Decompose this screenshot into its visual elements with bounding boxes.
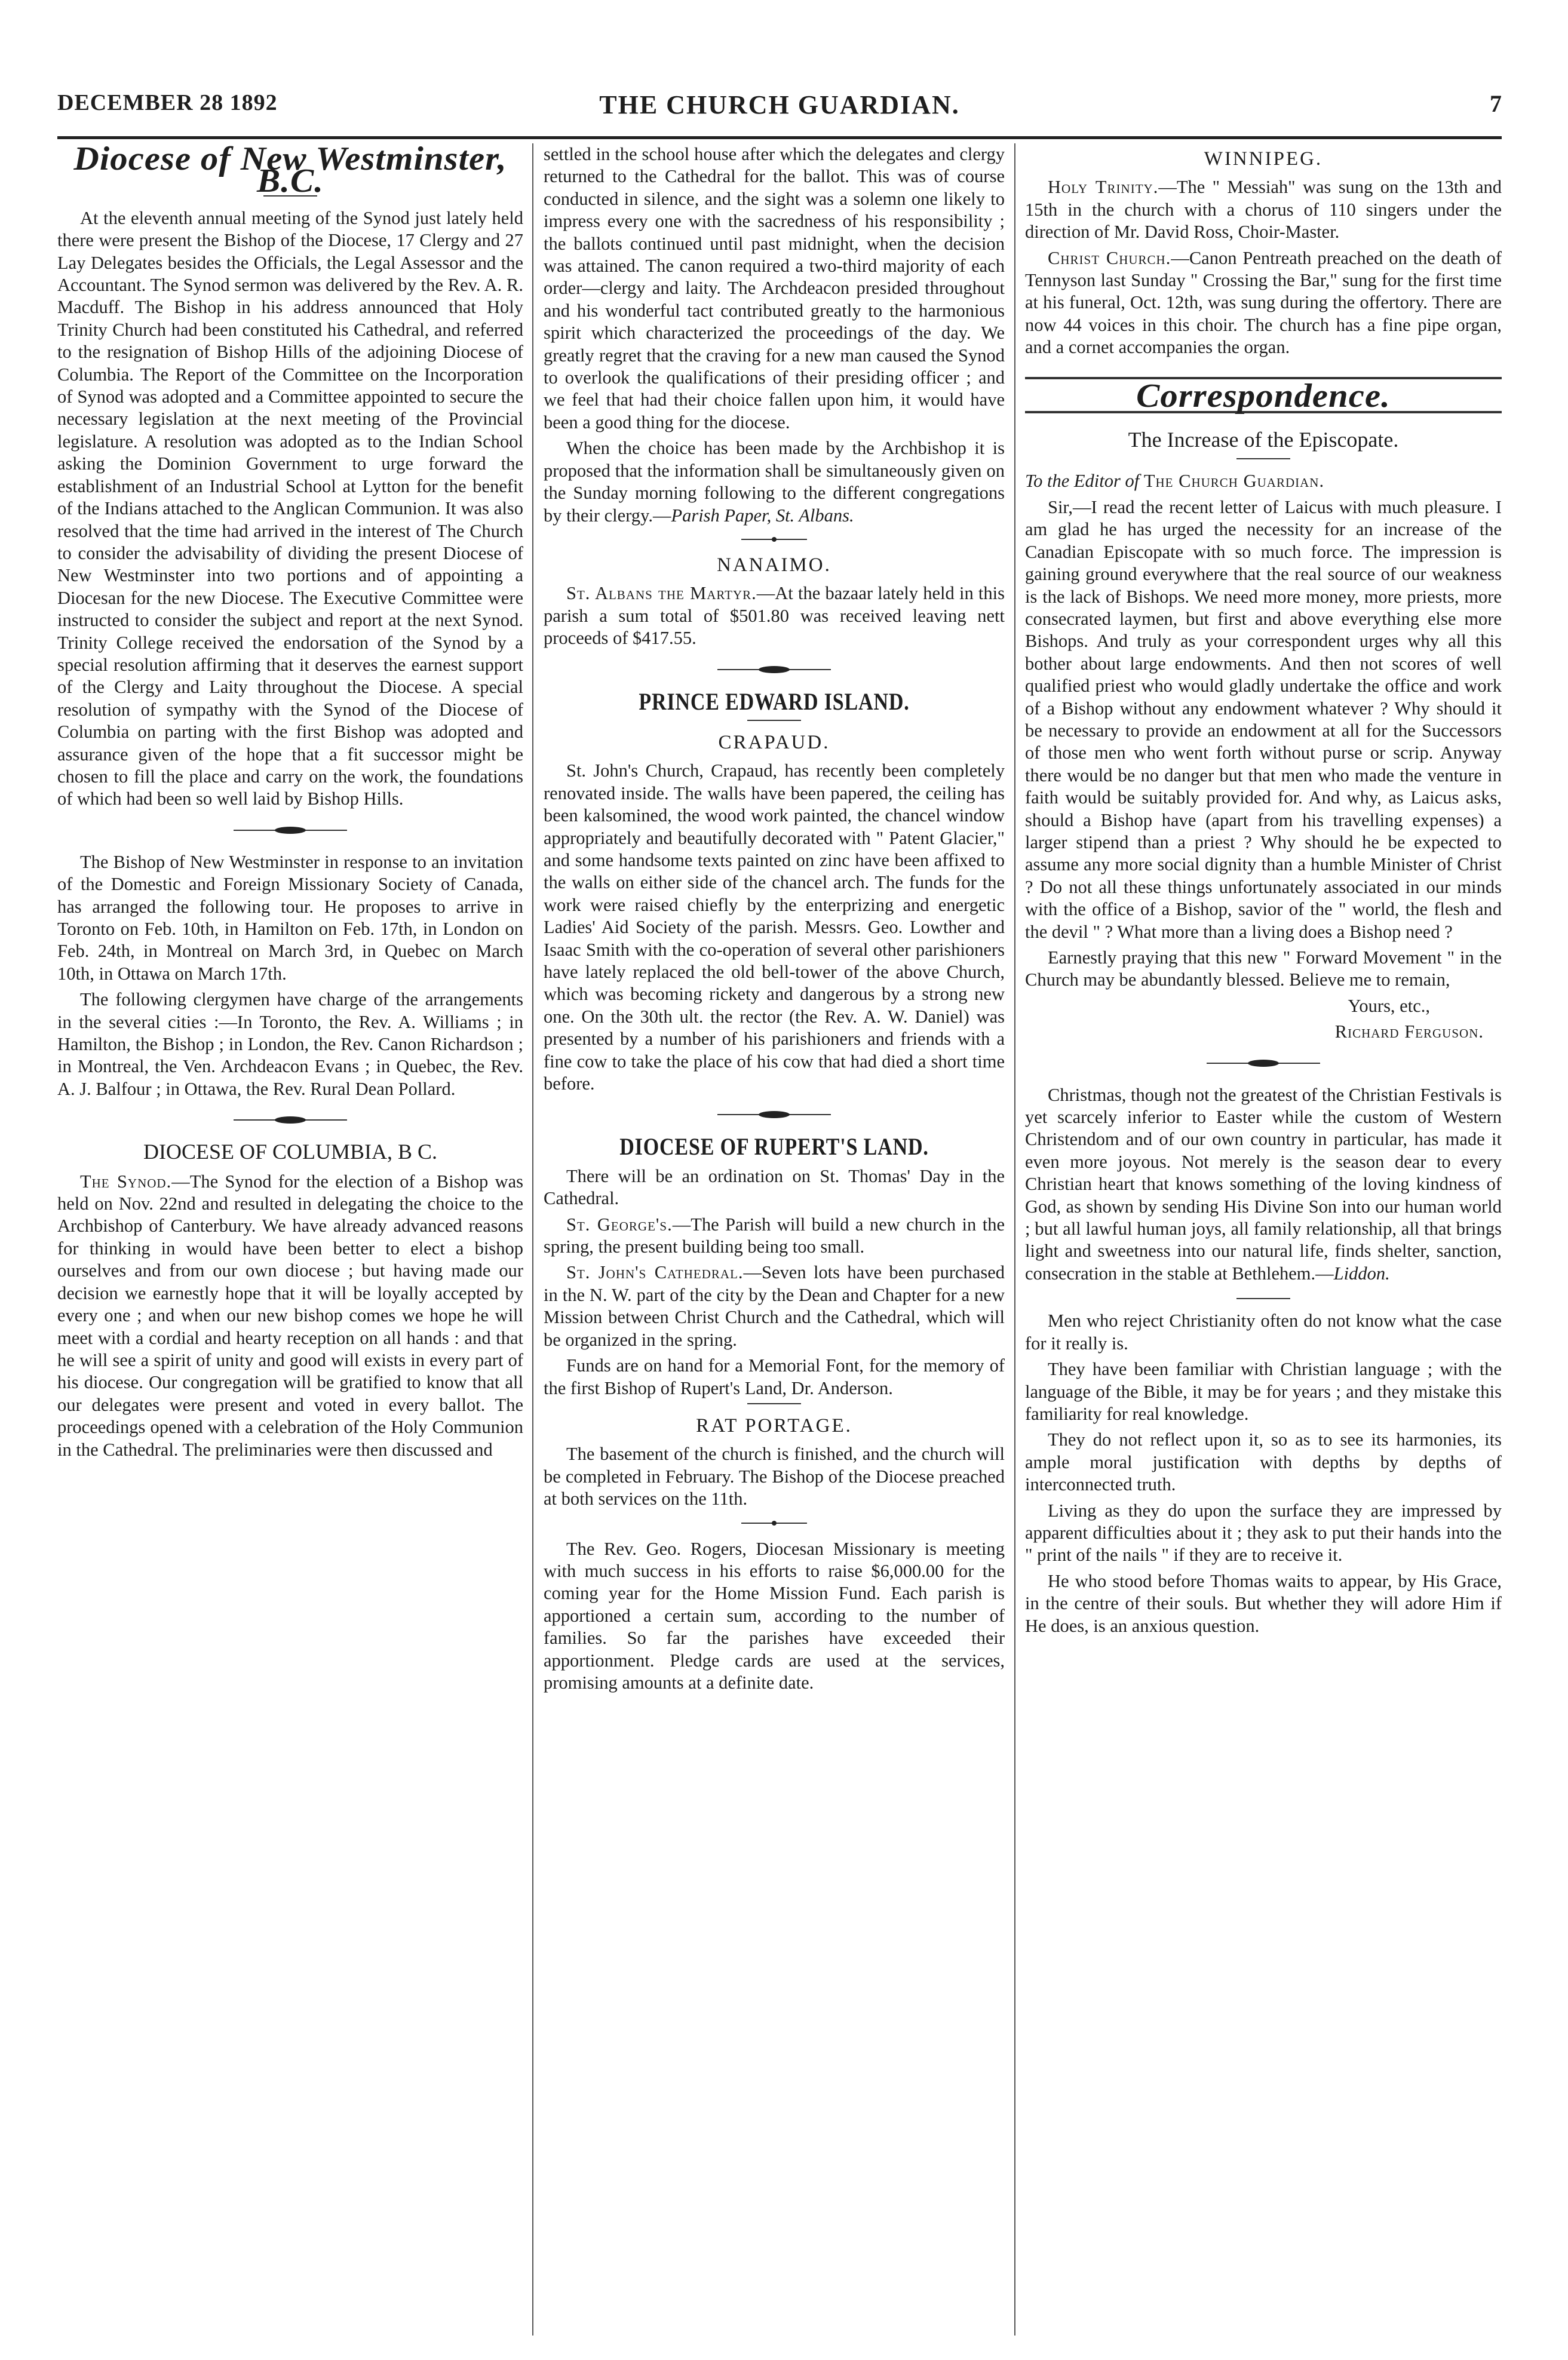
article-paragraph: Men who reject Christianity often do not know what the case for it really is.	[1025, 1311, 1502, 1354]
article-paragraph	[544, 437, 1005, 527]
article-paragraph	[1025, 247, 1502, 359]
letter-paragraph: Earnestly praying that this new " Forward Movement " in the Church may be abundantly blessed. Believe me to remain,	[1025, 947, 1502, 990]
newspaper-title: THE CHURCH GUARDIAN.	[599, 90, 960, 119]
article-paragraph: They do not reflect upon it, so as to see its harmonies, its ample moral justification with depths by depths of interconnected truth.	[1025, 1429, 1502, 1495]
paragraph-text: —Canon Pentreath preached on the death of Tennyson last Sunday " Crossing the Bar," sung for the first time at his funeral, Oct. 12th, was sung during the offertory. There are now 44 voices in this choir. The church has a fine pipe organ, and a cornet accompanies the organ.	[1025, 247, 1502, 358]
article-paragraph: They have been familiar with Christian language ; with the language of the Bible, it may be for years ; and they mistake this familiarity for real knowledge.	[1025, 1359, 1502, 1424]
paragraph-text: When the choice has been made by the Archbishop it is proposed that the information shall be simultaneously given on the Sunday morning following to the different congregations by their clergy.—	[544, 438, 1005, 526]
short-rule	[747, 1403, 801, 1404]
section-heading-new-westminster: Diocese of New Westminster, B.C.	[73, 143, 507, 200]
section-heading-columbia: DIOCESE OF COLUMBIA, B C.	[143, 1140, 438, 1164]
lead-in: St. John's Cathedral.	[566, 1262, 744, 1283]
ornament-divider	[234, 1115, 347, 1125]
ornament-divider	[234, 825, 347, 836]
source-citation: Parish Paper, St. Albans.	[671, 505, 854, 526]
column-divider	[1014, 143, 1015, 2336]
section-heading-winnipeg: WINNIPEG.	[1204, 148, 1323, 170]
article-paragraph	[544, 1214, 1005, 1259]
lead-in: St. George's.	[566, 1214, 673, 1235]
article-paragraph	[57, 1171, 523, 1461]
article-paragraph: Funds are on hand for a Memorial Font, for the memory of the first Bishop of Rupert's Land, Dr. Anderson.	[544, 1355, 1005, 1398]
section-heading-ruperts-land: DIOCESE OF RUPERT'S LAND.	[619, 1133, 929, 1161]
lead-in: St. Albans the Martyr.	[566, 583, 757, 604]
letter-salutation	[1025, 470, 1502, 492]
section-heading-crapaud: CRAPAUD.	[718, 731, 830, 753]
article-paragraph: The following clergymen have charge of the arrangements in the several cities :—In Toronto, the Rev. A. Williams ; in Hamilton, the Bishop ; in London, the Rev. Canon Richardson ; in Montreal, the Ven. Archdeacon Evans ; in Quebec, the Rev. A. J. Balfour ; in Ottawa, the Rev. Rural Dean Pollard.	[57, 989, 523, 1099]
short-rule	[1236, 458, 1290, 459]
ornament-divider	[1207, 1058, 1320, 1069]
lead-in: Christ Church.	[1048, 247, 1171, 268]
section-heading-nanaimo: NANAIMO.	[717, 554, 831, 576]
running-head	[57, 90, 1502, 133]
column-1	[57, 143, 523, 2336]
article-paragraph	[544, 582, 1005, 649]
section-heading-pei: PRINCE EDWARD ISLAND.	[639, 688, 910, 715]
ornament-divider	[741, 535, 807, 544]
article-paragraph: There will be an ordination on St. Thomas' Day in the Cathedral.	[544, 1165, 1005, 1209]
article-paragraph: The Bishop of New Westminster in response to an invitation of the Domestic and Foreign Missionary Society of Canada, has arranged the following tour. He proposes to arrive in Toronto on Feb. 10th, in Hamilton on Feb. 17th, in London on Feb. 24th, in Montreal on March 3rd, in Quebec on March 10th, in Ottawa on March 17th.	[57, 851, 523, 984]
article-paragraph	[1025, 1084, 1502, 1285]
article-paragraph	[544, 1262, 1005, 1351]
column-3	[1025, 143, 1502, 2336]
section-heading-correspondence: Correspondence.	[1136, 377, 1391, 415]
article-paragraph: At the eleventh annual meeting of the Synod just lately held there were present the Bishop of the Diocese, 17 Clergy and 27 Lay Delegates besides the Officials, the Legal Assessor and the Accountant. The Synod sermon was delivered by the Rev. A. R. Macduff. The Bishop in his address announced that Holy Trinity Church had been constituted his Cathedral, and referred to the resignation of Bishop Hills of the adjoining Diocese of Columbia. The Report of the Committee on the Incorporation of Synod was adopted and a Committee appointed to secure the necessary legislation at the next meeting of the Provincial legislature. A resolution was adopted as to the Indian School asking the Dominion Government to urge forward the establishment of an Industrial School at Lytton for the benefit of the Indians attached to the Anglican Communion. It was also resolved that the time had arrived in the interest of The Church to consider the advisability of dividing the present Diocese of New Westminster into two portions and of appointing a Diocesan for the new Diocese. The Executive Committee were instructed to consider the subject and report at the next Synod. Trinity College received the endorsation of the Synod by a special resolution affirming that it deserves the earnest support of the Clergy and Laity throughout the Diocese. A special resolution of sympathy with the Synod of the Diocese of Columbia on parting with the first Bishop was adopted and assurance given of the hope that a fit successor might be chosen to fill the place and carry on the work, the foundations of which had been so well laid by Bishop Hills.	[57, 207, 523, 809]
header-rule	[57, 136, 1502, 139]
letter-title: The Increase of the Episcopate.	[1128, 428, 1399, 452]
salutation-text: To the Editor of	[1025, 471, 1144, 492]
article-paragraph: The Rev. Geo. Rogers, Diocesan Missionary is meeting with much success in his efforts to raise $6,000.00 for the coming year for the Home Mission Fund. Each parish is apportioned a certain sum, according to the number of families. So far the parishes have exceeded their apportionment. Pledge cards are used at the services, promising amounts at a definite date.	[544, 1538, 1005, 1693]
paper-name: The Church Guardian.	[1143, 471, 1325, 492]
article-paragraph: settled in the school house after which the delegates and clergy returned to the Cathedral for the ballot. This was of course conducted in silence, and the sight was a solemn one likely to impress every one with the sacredness of his responsibility ; the ballots continued until past midnight, when the decision was attained. The canon required a two-third majority of each order—clergy and laity. The Archdeacon presided throughout and his wonderful tact contributed greatly to the harmonious spirit which characterized the proceedings of the day. We greatly regret that the craving for a new man caused the Synod to overlook the qualifications of their presiding officer ; and we feel that had their choice fallen upon him, it would have been a good thing for the diocese.	[544, 144, 1005, 432]
lead-in: The Synod.	[80, 1171, 172, 1192]
article-paragraph: He who stood before Thomas waits to appear, by His Grace, in the centre of their souls. But whether they will adore Him if He does, is an anxious question.	[1025, 1570, 1502, 1636]
short-rule	[1236, 1298, 1290, 1299]
letter-paragraph: Sir,—I read the recent letter of Laicus with much pleasure. I am glad he has urged the necessity for an increase of the Canadian Episcopate with so much force. The impression is gaining ground everywhere that the real source of our weakness is the lack of Bishops. We need more money, more priests, more consecrated laymen, but first and above everything else more Bishops. And truly as your correspondent urges why all this bother about large endowments. And then not scores of well qualified priest who would gladly undertake the office and work of a Bishop without any endowment whatever ? Why should it be necessary to provide an endowment at all for the Successors of those men who went forth without purse or scrip. Anyway there would be no danger but that men who made the venture in faith would be suitably provided for. And why, as Laicus asks, should a Bishop have (apart from his travelling expenses) a larger stipend than a priest ? Why should he be expected to assume any more social dignity than a humble Minister of Christ ? Do not all these things unfortunately associated in our minds with the office of a Bishop, savior of the " world, the flesh and the devil " ? What more than a living does a Bishop need ?	[1025, 496, 1502, 942]
ornament-divider	[717, 1109, 831, 1120]
letter-signature: Richard Ferguson.	[1334, 1021, 1484, 1042]
column-divider	[532, 143, 533, 2336]
paragraph-text: —At the bazaar lately held in this parish a sum total of $501.80 was received leaving nett proceeds of $417.55.	[544, 583, 1005, 649]
short-rule	[747, 720, 801, 721]
paragraph-text: —The Synod for the election of a Bishop was held on Nov. 22nd and resulted in delegating the choice to the Archbishop of Canterbury. We have already advanced reasons for thinking in would have been better to elect a bishop ourselves and from our own diocese ; but having made our decision we earnestly hope that it will be loyally accepted by every one ; and when our new bishop comes we hope he will meet with a cordial and hearty reception on all hands : and that he will see a spirit of unity and good will exists in every part of his diocese. Our congregation will be gratified to know that all our delegates were present and voted in every ballot. The proceedings opened with a celebration of the Holy Communion in the Cathedral. The preliminaries were then discussed and	[57, 1171, 523, 1460]
article-paragraph: St. John's Church, Crapaud, has recently been completely renovated inside. The walls have been papered, the ceiling has been kalsomined, the wood work painted, the chancel window appropriately and beautifully decorated with " Patent Glacier," and some handsome texts painted on zinc have been affixed to the walls on either side of the chancel arch. The funds for the work were raised chiefly by the enterprizing and energetic Ladies' Aid Society of the parish. Messrs. Geo. Lowther and Isaac Smith with the co-operation of several other parishioners have lately replaced the old bell-tower of the above Church, which was becoming rickety and dangerous by a strong new one. On the 30th ult. the rector (the Rev. A. W. Daniel) was presented by a number of his parishioners and friends with a fine cow to take the place of his cow that had died a short time before.	[544, 760, 1005, 1094]
issue-date: DECEMBER 28 1892	[57, 90, 278, 115]
section-heading-rat-portage: RAT PORTAGE.	[696, 1414, 852, 1437]
column-2	[544, 143, 1005, 2336]
ornament-divider	[741, 1519, 807, 1527]
lead-in: Holy Trinity.	[1048, 177, 1159, 198]
paragraph-text: —Seven lots have been purchased in the N. W. part of the city by the Dean and Chapter for a new Mission between Christ Church and the Cathedral, which will be organized in the spring.	[544, 1262, 1005, 1350]
article-paragraph: The basement of the church is finished, and the church will be completed in February. The Bishop of the Diocese preached at both services on the 11th.	[544, 1444, 1005, 1509]
ornament-divider	[717, 664, 831, 675]
source-citation: Liddon.	[1333, 1263, 1390, 1284]
paragraph-text: —The " Messiah" was sung on the 13th and 15th in the church with a chorus of 110 singers under the direction of Mr. David Ross, Choir-Master.	[1025, 177, 1502, 243]
article-paragraph: Living as they do upon the surface they are impressed by apparent difficulties about it ; they ask to put their hands into the " print of the nails " if they are to receive it.	[1025, 1500, 1502, 1566]
page-number: 7	[1490, 90, 1502, 117]
article-paragraph	[1025, 176, 1502, 243]
paragraph-text: —The Parish will build a new church in the spring, the present building being too small.	[544, 1214, 1005, 1257]
paragraph-text: Christmas, though not the greatest of the Christian Festivals is yet scarcely inferior to Easter while the custom of Western Christendom and of our own country in particular, has made it even more joyous. Not merely is the season dear to every Christian heart that knows something of the loving kindness of God, as shown by sending His Divine Son into our human world ; but all lawful human joys, all family relationship, all that brings light and sweetness into our natural life, finds shelter, sanction, consecration in the stable at Bethlehem.—	[1025, 1084, 1502, 1284]
letter-closing: Yours, etc.,	[1348, 995, 1430, 1016]
